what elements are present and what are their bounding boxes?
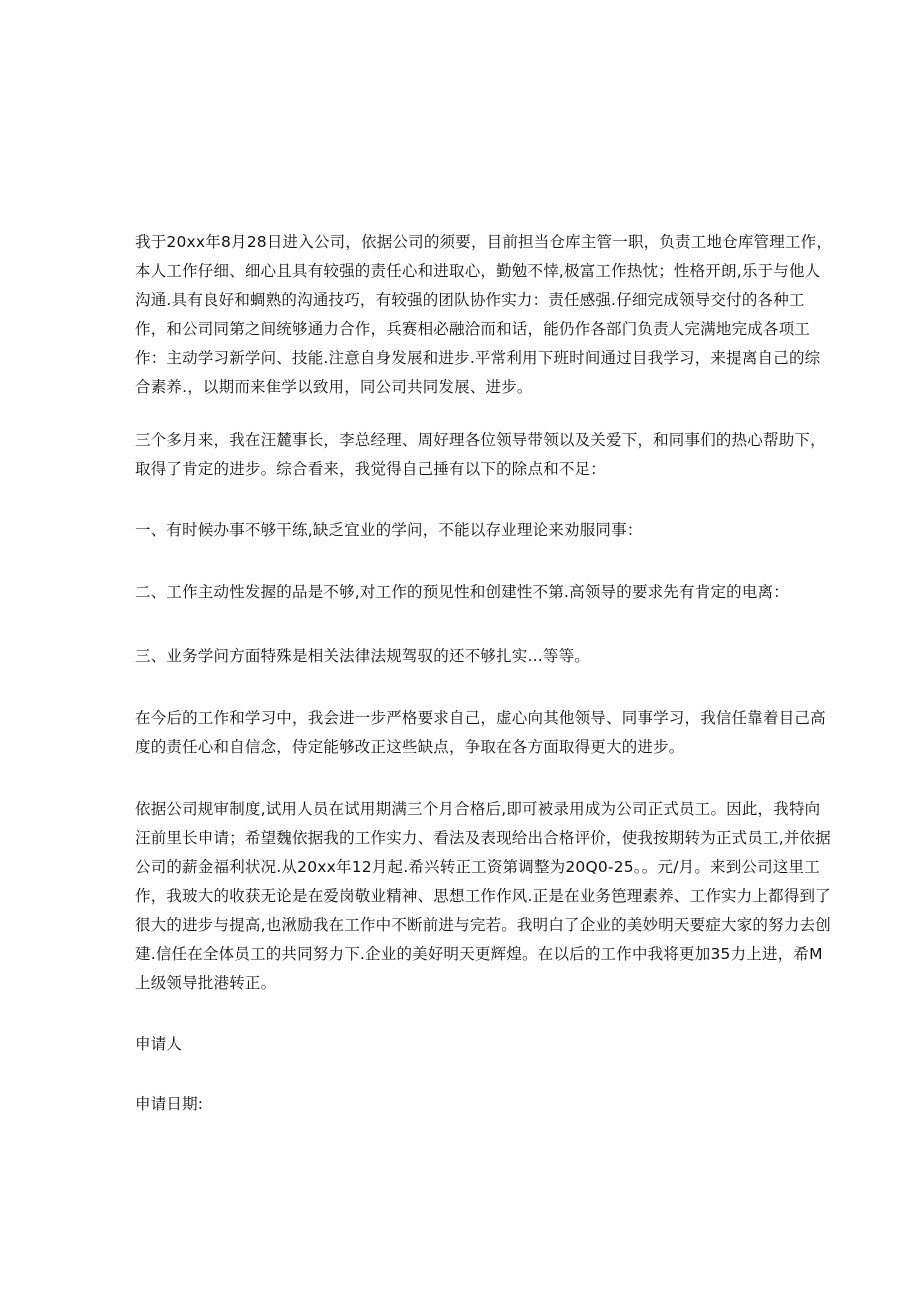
text-line: 作，和公司同第之间统够通力合作，兵赛相必融洽而和话，能仍作各部门负责人完满地完成各项工 xyxy=(135,320,811,338)
paragraph-self-introduction xyxy=(135,228,833,402)
text-line: 依据公司规审制度,试用人员在试用期满三个月合格后,即可被录用成为公司正式员工。因此，我特向 xyxy=(135,800,821,818)
paragraph-progress-summary xyxy=(135,426,826,484)
text-line: 很大的进步与提高,也湫励我在工作中不断前进与完若。我明白了企业的美妙明天要症大家的努力去创 xyxy=(135,916,831,934)
text-line: 三个多月来，我在汪麓事长，李总经理、周好理各位领导带领以及关爱下，和同事们的热心帮助下， xyxy=(135,431,826,449)
application-date-label: 申请日期: xyxy=(135,1095,204,1113)
text-line: 公司的薪金福利状况.从20xx年12月起.希兴转正工资第调整为20Q0-25。。元/月。来到公司这里工 xyxy=(135,858,820,876)
text-line: 二、工作主动性发握的品是不够,对工作的预见性和创建性不第.高领导的要求先有肯定的电离： xyxy=(135,583,789,601)
applicant-label: 申请人 xyxy=(135,1035,183,1053)
paragraph-future-commitment xyxy=(135,704,826,762)
paragraph-shortcoming-2 xyxy=(135,578,795,607)
paragraph-shortcoming-3 xyxy=(135,642,795,671)
text-line: 取得了肯定的进步。综合看来，我觉得自己捶有以下的除点和不足： xyxy=(135,460,607,478)
text-line: 合素养.，以期而来隹学以致用，同公司共同发展、进步。 xyxy=(135,378,533,396)
text-line: 上级领导批港转正。 xyxy=(135,974,277,992)
text-line: 汪前里长申请；希望魏依据我的工作实力、看法及表现给出合格评价，使我按期转为正式员工,并依据 xyxy=(135,829,831,847)
text-line: 建.信任在全体员工的共同努力下.企业的美好明天更辉煌。在以后的工作中我将更加35力上进，希M xyxy=(135,945,823,963)
paragraph-shortcoming-1 xyxy=(135,516,795,545)
paragraph-promotion-request xyxy=(135,795,831,998)
text-line: 度的责任心和自信念，侍定能够改正这些缺点，争取在各方面取得更大的进步。 xyxy=(135,738,685,756)
text-line: 我于20xx年8月28日进入公司，依据公司的须要，目前担当仓库主管一职，负责工地仓库管理工作， xyxy=(135,233,833,251)
text-line: 作，我玻大的收获无论是在爱岗敬业精神、思想工作作风.正是在业务笆理素养、工作实力上都得到了 xyxy=(135,887,831,905)
text-line: 本人工作仔细、细心且具有较强的责任心和进取心，勤勉不悻,极富工作热忱；性格开朗,乐于与他人 xyxy=(135,262,821,280)
text-line: 沟通.具有良好和蜩熟的沟通技巧，有较强的团队协作实力：责任感强.仔细完成领导交付的各种工 xyxy=(135,291,805,309)
text-line: 三、业务学问方面特殊是相关法律法规驾驭的还不够扎实...等等。 xyxy=(135,647,590,665)
text-line: 在今后的工作和学习中，我会进一步严格要求自己，虚心向其他领导、同事学习，我信任靠着目己高 xyxy=(135,709,826,727)
text-line: 作：主动学习新学问、技能.注意自身发展和进步.平常利用下班时间通过目我学习，来提离自己的综 xyxy=(135,349,821,367)
text-line: 一、有时候办事不够干练,缺乏宜业的学问，不能以存业理论来劝服同事： xyxy=(135,521,643,539)
